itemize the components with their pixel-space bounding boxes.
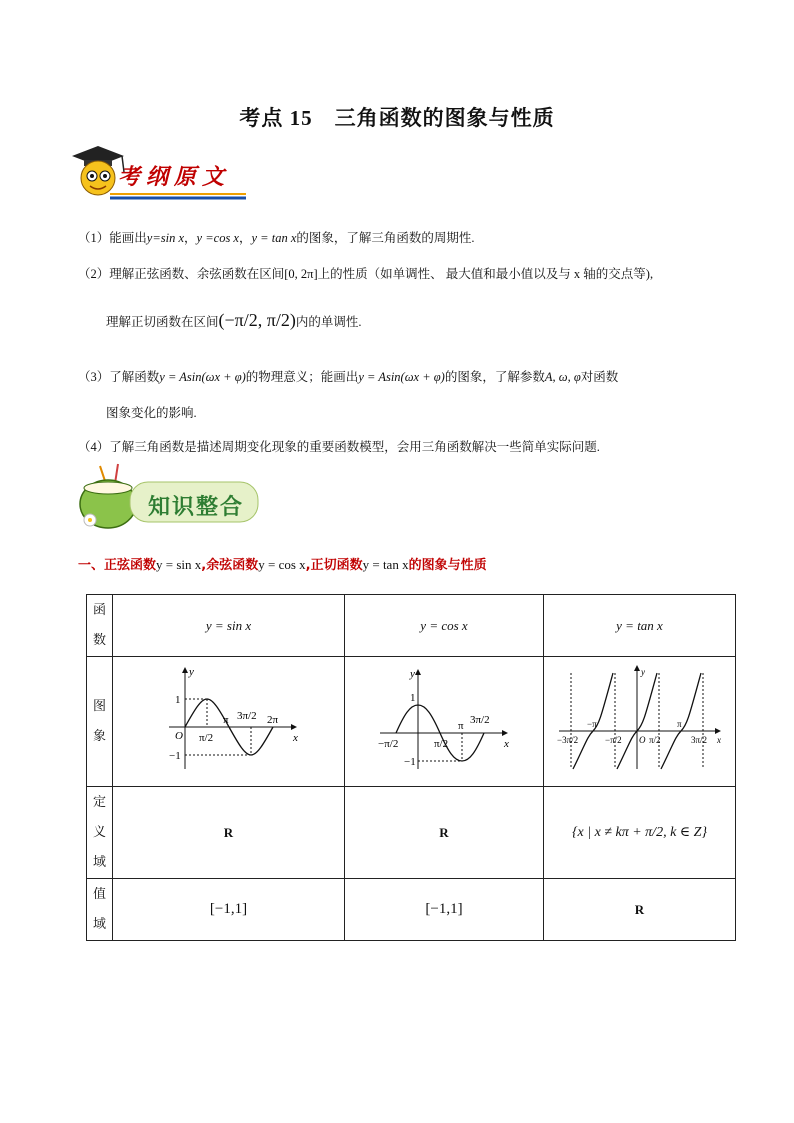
eq-sin: y=sin x bbox=[146, 231, 185, 245]
header-tan-text: y = tan x bbox=[616, 617, 663, 633]
origin-label: O bbox=[174, 729, 183, 742]
graph-sin-cell bbox=[113, 657, 345, 787]
tick-neg-one: −1 bbox=[404, 755, 416, 768]
section-heading bbox=[78, 554, 487, 573]
eq-asin-1: y = Asin(ωx + φ) bbox=[159, 370, 246, 384]
row-graph bbox=[87, 657, 736, 787]
row-label-range bbox=[87, 879, 113, 941]
label-char: 数 bbox=[92, 632, 106, 648]
row-label-domain bbox=[87, 787, 113, 879]
point-2-prefix: （2）理解正弦函数、余弦函数在区间 bbox=[78, 267, 285, 281]
sin-graph bbox=[159, 665, 299, 775]
domain-cos: R bbox=[345, 787, 544, 879]
header-tan bbox=[544, 595, 736, 657]
point-2-suffix: 上的性质（如单调性、 最大值和最小值以及与 x 轴的交点等), bbox=[317, 267, 654, 281]
row-function bbox=[87, 595, 736, 657]
header-cos-text: y = cos x bbox=[420, 617, 468, 633]
graph-tan-cell bbox=[544, 657, 736, 787]
point-1-prefix: （1）能画出 bbox=[78, 231, 147, 245]
point-2-continued bbox=[106, 305, 361, 337]
axis-x-label: x bbox=[292, 731, 298, 744]
point-3-mid: 的物理意义；能画出 bbox=[245, 370, 359, 384]
interval-neg-half-pi: (−π/2, π/2) bbox=[218, 310, 296, 330]
row-range bbox=[87, 879, 736, 941]
axis-x-label: x bbox=[716, 734, 721, 745]
tick-three-pi-half: 3π/2 bbox=[690, 734, 707, 745]
section-mid1: ,余弦函数 bbox=[201, 558, 259, 573]
range-sin: [−1,1] bbox=[113, 879, 345, 941]
row-label-function bbox=[87, 595, 113, 657]
tick-pi-half: π/2 bbox=[198, 731, 213, 744]
point-3-mid2: 的图象，了解参数 bbox=[444, 370, 545, 384]
label-char: 函 bbox=[92, 602, 106, 618]
label-char: 域 bbox=[92, 916, 106, 932]
axis-y-label: y bbox=[640, 666, 645, 677]
point-3-suffix: 对函数 bbox=[580, 370, 619, 384]
tick-neg-pi-half: −π/2 bbox=[604, 734, 622, 745]
section-eq-sin: y = sin x bbox=[156, 557, 202, 572]
tick-one: 1 bbox=[174, 693, 180, 706]
eq-asin-2: y = Asin(ωx + φ) bbox=[358, 370, 445, 384]
eq-tan: y = tan x bbox=[251, 231, 297, 245]
label-char: 域 bbox=[92, 854, 106, 870]
sep: ， bbox=[238, 231, 252, 245]
section-suffix: 的图象与性质 bbox=[408, 558, 487, 573]
tick-pi: π bbox=[222, 713, 229, 726]
tick-neg-pi-half: −π/2 bbox=[378, 737, 399, 750]
banner-knowledge bbox=[70, 462, 260, 532]
label-char: 定 bbox=[92, 794, 106, 810]
tick-three-pi-half: 3π/2 bbox=[236, 709, 257, 722]
section-eq-cos: y = cos x bbox=[258, 557, 306, 572]
point-2b-suffix: 内的单调性. bbox=[295, 315, 362, 329]
section-eq-tan: y = tan x bbox=[362, 557, 409, 572]
tick-neg-one: −1 bbox=[168, 749, 181, 762]
tick-one: 1 bbox=[410, 691, 416, 704]
axis-y-label: y bbox=[188, 665, 194, 678]
point-1 bbox=[78, 228, 475, 246]
tick-pi: π bbox=[458, 719, 464, 732]
point-4: （4）了解三角函数是描述周期变化现象的重要函数模型，会用三角函数解决一些简单实际问题. bbox=[78, 440, 600, 454]
label-char: 象 bbox=[92, 728, 106, 744]
tick-two-pi: 2π bbox=[266, 713, 278, 726]
row-label-graph bbox=[87, 657, 113, 787]
banner-title-knowledge: 知识整合 bbox=[148, 495, 245, 520]
header-sin-text: y = sin x bbox=[205, 617, 252, 633]
interval-0-2pi: [0, 2π] bbox=[284, 267, 318, 281]
point-3-continued: 图象变化的影响. bbox=[106, 406, 197, 420]
eq-cos: y =cos x bbox=[196, 231, 239, 245]
tan-graph bbox=[555, 665, 725, 775]
point-2b-prefix: 理解正切函数在区间 bbox=[106, 315, 219, 329]
trig-properties-table bbox=[86, 594, 736, 941]
axis-x-label: x bbox=[504, 737, 509, 750]
banner-title-syllabus: 考纲原文 bbox=[118, 165, 231, 190]
tick-three-pi-half: 3π/2 bbox=[470, 713, 490, 726]
tick-pi-half: π/2 bbox=[648, 734, 661, 745]
label-char: 值 bbox=[92, 886, 106, 902]
label-char: 图 bbox=[92, 698, 106, 714]
point-3-prefix: （3）了解函数 bbox=[78, 370, 160, 384]
point-1-suffix: 的图象，了解三角函数的周期性. bbox=[296, 231, 475, 245]
banner-outline bbox=[70, 146, 250, 206]
header-sin bbox=[113, 595, 345, 657]
header-cos bbox=[345, 595, 544, 657]
row-domain bbox=[87, 787, 736, 879]
graph-cos-cell bbox=[345, 657, 544, 787]
cos-graph bbox=[374, 665, 514, 775]
domain-sin: R bbox=[113, 787, 345, 879]
params: A, ω, φ bbox=[544, 370, 581, 384]
tick-neg-three-pi-half: −3π/2 bbox=[556, 734, 578, 745]
range-cos: [−1,1] bbox=[345, 879, 544, 941]
page-title: 考点 15 三角函数的图象与性质 bbox=[239, 106, 555, 130]
range-tan: R bbox=[544, 879, 736, 941]
label-char: 义 bbox=[92, 824, 106, 840]
origin-label: O bbox=[638, 734, 645, 745]
sep: ， bbox=[184, 231, 197, 245]
tick-pi-half: π/2 bbox=[434, 737, 449, 750]
axis-y-label: y bbox=[410, 667, 415, 680]
section-prefix: 一、正弦函数 bbox=[78, 558, 157, 573]
point-3 bbox=[78, 367, 618, 385]
point-2 bbox=[78, 264, 653, 282]
tick-pi: π bbox=[676, 718, 682, 729]
section-mid2: ,正切函数 bbox=[305, 558, 363, 573]
tick-neg-pi: −π bbox=[586, 718, 597, 729]
domain-tan: {x | x ≠ kπ + π/2, k ∈ Z} bbox=[544, 787, 736, 879]
